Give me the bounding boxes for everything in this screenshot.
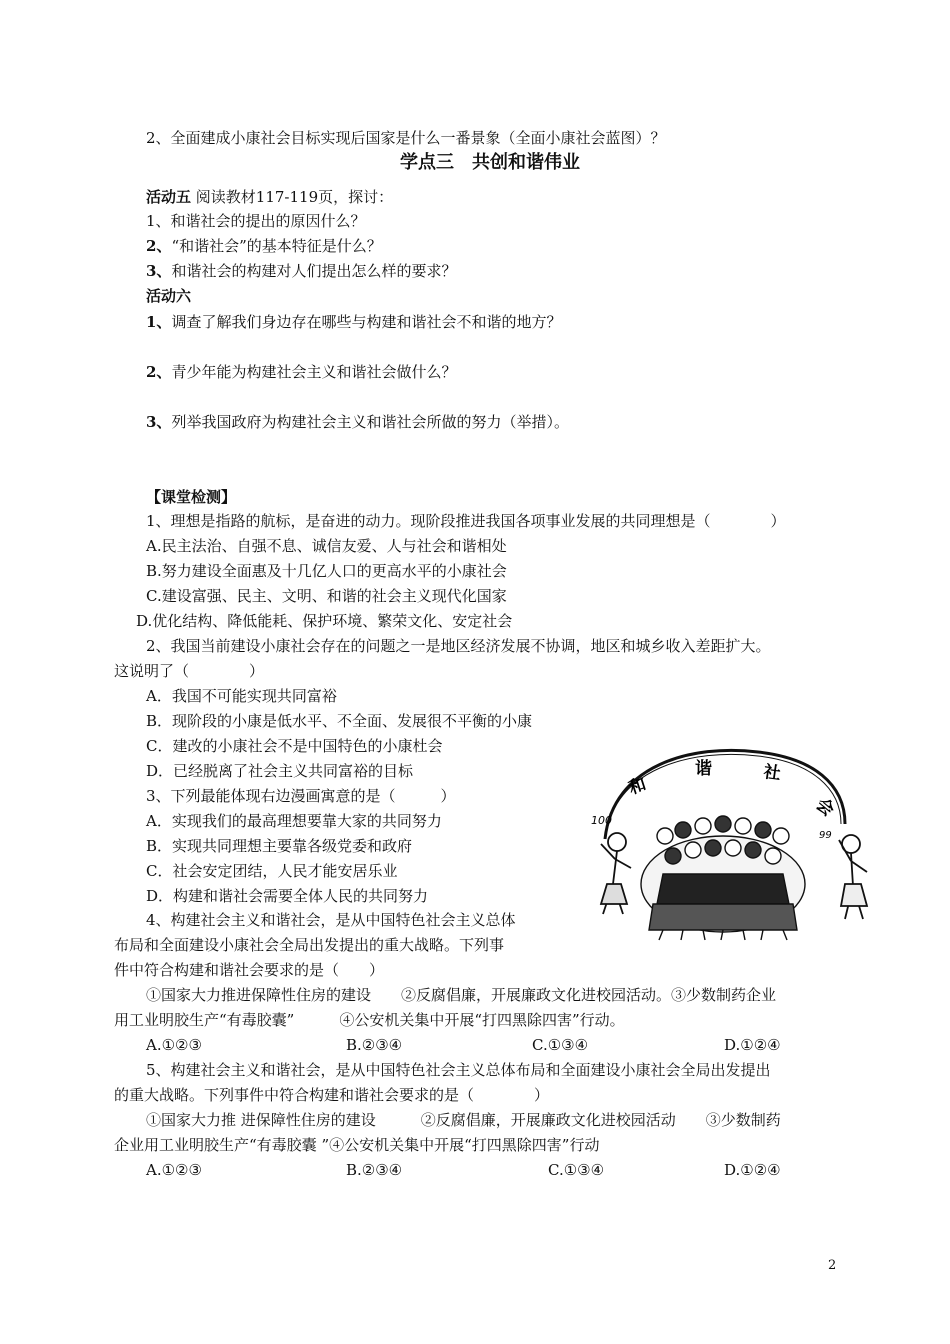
activity6-q3-text: 列举我国政府为构建社会主义和谐社会所做的努力（举措）。: [171, 413, 569, 431]
page-number: 2: [828, 1258, 837, 1273]
activity5-q2-text: “和谐社会”的基本特征是什么？: [171, 237, 382, 255]
left-score: 100: [591, 814, 612, 827]
activity5-title: 活动五: [146, 188, 192, 206]
quiz-q4-option-a: A.①②③: [146, 1036, 202, 1054]
quiz-q2-option-d: D．已经脱离了社会主义共同富裕的目标: [146, 762, 414, 780]
activity5-q2-number: 2、: [146, 237, 172, 255]
activity5-q2: [146, 236, 382, 256]
quiz-q5-line1: 5、构建社会主义和谐社会，是从中国特色社会主义总体布局和全面建设小康社会全局出发提出: [146, 1061, 771, 1079]
quiz-q4-line3: 件中符合构建和谐社会要求的是（ ）: [114, 961, 385, 979]
activity5-q1: 1、和谐社会的提出的原因什么？: [146, 212, 366, 230]
quiz-q4-option-b: B.②③④: [346, 1036, 403, 1054]
quiz-q4-items-line1: ①国家大力推进保障性住房的建设 ②反腐倡廉，开展廉政文化进校园活动。③少数制药企业: [146, 986, 777, 1004]
banner-char-4: 会: [811, 794, 838, 821]
crowd-of-jumpers: [641, 816, 805, 940]
right-score: 99: [819, 830, 832, 841]
quiz-q4-items-line2: 用工业明胶生产“有毒胶囊” ④公安机关集中开展“打四黑除四害”行动。: [114, 1011, 625, 1029]
harmonious-society-cartoon: [583, 744, 895, 944]
quiz-q5-line2: 的重大战略。下列事件中符合构建和谐社会要求的是（ ）: [114, 1086, 550, 1104]
quiz-q1-option-d: D.优化结构、降低能耗、保护环境、繁荣文化、安定社会: [136, 612, 513, 630]
banner-char-3: 社: [762, 762, 782, 785]
quiz-q2-option-c: C．建改的小康社会不是中国特色的小康杜会: [146, 737, 443, 755]
quiz-q3-option-b: B．实现共同理想主要靠各级党委和政府: [146, 837, 413, 855]
quiz-q3-option-a: A．实现我们的最高理想要靠大家的共同努力: [146, 812, 442, 830]
banner-char-2: 谐: [695, 759, 712, 779]
quiz-q1-option-c: C.建设富强、民主、文明、和谐的社会主义现代化国家: [146, 587, 507, 605]
quiz-heading: 【课堂检测】: [146, 488, 237, 506]
activity6-q2: [146, 362, 456, 382]
quiz-q5-option-a: A.①②③: [146, 1161, 202, 1179]
quiz-q2-option-b: B．现阶段的小康是低水平、不全面、发展很不平衡的小康: [146, 712, 533, 730]
quiz-q4-option-c: C.①③④: [532, 1036, 589, 1054]
quiz-q4-option-d: D.①②④: [724, 1036, 781, 1054]
activity6-q3: [146, 412, 569, 432]
quiz-q2-line2: 这说明了（ ）: [114, 662, 265, 680]
section-title: 学点三 共创和谐伟业: [400, 152, 580, 173]
quiz-q3-option-c: C．社会安定团结，人民才能安居乐业: [146, 862, 398, 880]
banner-char-1: 和: [626, 774, 649, 799]
activity6-q1-number: 1、: [146, 313, 172, 331]
activity6-q2-number: 2、: [146, 363, 172, 381]
quiz-q1-option-a: A.民主法治、自强不息、诚信友爱、人与社会和谐相处: [146, 537, 507, 555]
quiz-q1-option-b: B.努力建设全面惠及十几亿人口的更高水平的小康社会: [146, 562, 507, 580]
activity6-q2-text: 青少年能为构建社会主义和谐社会做什么？: [171, 363, 457, 381]
quiz-q3-option-d: D．构建和谐社会需要全体人民的共同努力: [146, 887, 429, 905]
quiz-q5-option-b: B.②③④: [346, 1161, 403, 1179]
activity6-title: 活动六: [146, 287, 192, 305]
right-rope-holder-figure: [839, 835, 867, 919]
quiz-q5-option-c: C.①③④: [548, 1161, 605, 1179]
quiz-q4-line2: 布局和全面建设小康社会全局出发提出的重大战略。下列事: [114, 936, 505, 954]
quiz-q2-line1: 2、我国当前建设小康社会存在的问题之一是地区经济发展不协调，地区和城乡收入差距扩大。: [146, 637, 771, 655]
activity6-q3-number: 3、: [146, 413, 172, 431]
activity5-q3-number: 3、: [146, 262, 172, 280]
activity5-q3-text: 和谐社会的构建对人们提出怎么样的要求？: [171, 262, 457, 280]
quiz-q1: 1、理想是指路的航标，是奋进的动力。现阶段推进我国各项事业发展的共同理想是（ ）: [146, 512, 786, 530]
quiz-q3: 3、下列最能体现右边漫画寓意的是（ ）: [146, 787, 456, 805]
quiz-q2-option-a: A．我国不可能实现共同富裕: [146, 687, 337, 705]
question-q2-blueprint: 2、全面建成小康社会目标实现后国家是什么一番景象（全面小康社会蓝图）？: [146, 129, 666, 147]
activity5-intro: 阅读教材117-119页，探讨：: [195, 188, 394, 206]
quiz-q4-line1: 4、构建社会主义和谐社会，是从中国特色社会主义总体: [146, 911, 516, 929]
quiz-q5-items-line2: 企业用工业明胶生产“有毒胶囊 ”④公安机关集中开展“打四黑除四害”行动: [114, 1136, 600, 1154]
quiz-q5-option-d: D.①②④: [724, 1161, 781, 1179]
activity5-heading: [146, 187, 393, 207]
activity6-q1-text: 调查了解我们身边存在哪些与构建和谐社会不和谐的地方？: [171, 313, 562, 331]
quiz-q5-items-line1: ①国家大力推 进保障性住房的建设 ②反腐倡廉，开展廉政文化进校园活动 ③少数制药: [146, 1111, 781, 1129]
left-rope-holder-figure: [601, 833, 631, 914]
activity5-q3: [146, 261, 456, 281]
activity6-q1: [146, 312, 561, 332]
